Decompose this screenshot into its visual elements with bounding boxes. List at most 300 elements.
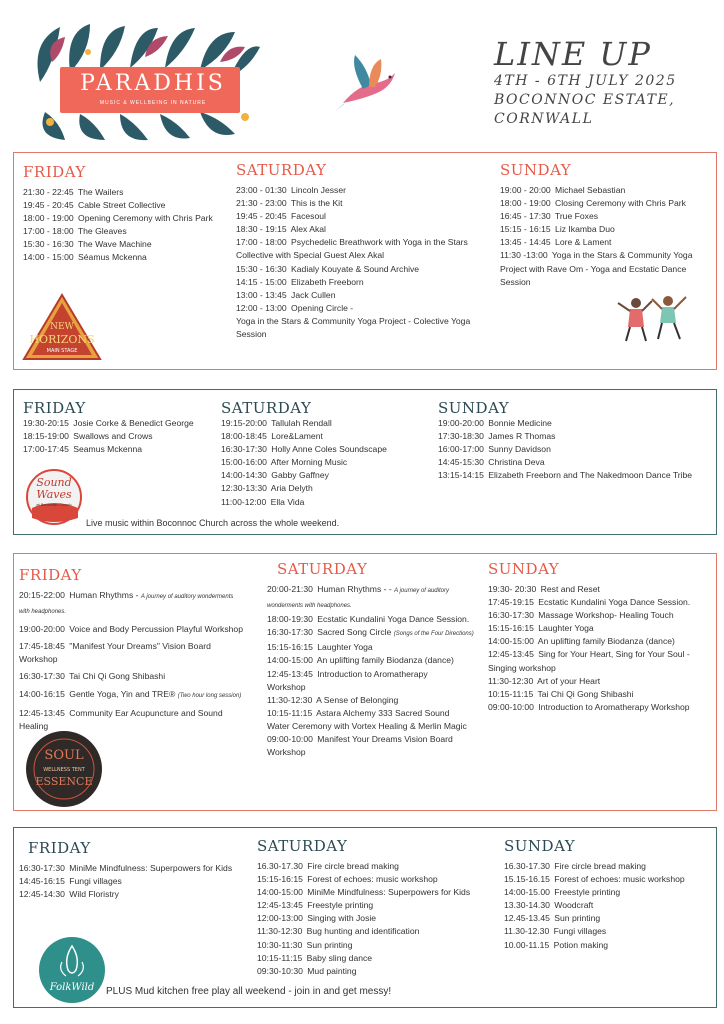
time-slot: 17:00-17:45	[23, 444, 69, 455]
venue-line-1: BOCONNOC ESTATE,	[494, 92, 676, 108]
time-slot: 12:00-13:00	[257, 913, 303, 924]
schedule-row	[488, 675, 716, 688]
act-note: wonderments with headphones.	[267, 603, 352, 610]
schedule-row	[267, 583, 492, 598]
time-slot: 15:15 - 16:15	[500, 224, 551, 235]
time-slot: 14:00-14:30	[221, 470, 267, 481]
schedule-row	[221, 417, 421, 430]
act-name: Lore & Lament	[555, 237, 612, 248]
act-name: Community Ear Acupuncture and Sound	[69, 707, 223, 718]
act-name: Swallows and Crows	[73, 431, 153, 442]
schedule-row	[19, 862, 259, 875]
time-slot: 15:15-16:15	[267, 642, 313, 653]
time-slot: 16:30-17:30	[221, 444, 267, 455]
schedule-row	[500, 236, 712, 249]
badge-line-2: Waves	[36, 488, 72, 501]
schedule-row	[488, 622, 716, 635]
time-slot: 19:30- 20:30	[488, 584, 537, 594]
logo-name: PARADHIS	[80, 71, 226, 96]
new-horizons-badge	[22, 293, 102, 363]
time-slot: 14:45-15:30	[438, 457, 484, 468]
act-name: Forest of echoes: music workshop	[307, 874, 438, 885]
act-name: James R Thomas	[488, 431, 556, 442]
schedule-list	[23, 417, 223, 456]
schedule-row	[236, 315, 496, 328]
act-name: Introduction to Aromatherapy	[317, 668, 428, 679]
schedule-row	[236, 197, 496, 210]
schedule-row	[19, 640, 264, 653]
act-name: Holly Anne Coles Soundscape	[271, 444, 387, 455]
time-slot: 18:00 - 19:00	[23, 213, 74, 224]
day-heading: SATURDAY	[257, 837, 348, 855]
act-name: An uplifting family Biodanza (dance)	[316, 655, 454, 666]
time-slot: 16:30-17:30	[19, 863, 65, 873]
act-name: Tai Chi Qi Gong Shibashi	[537, 688, 634, 699]
time-slot: 11:00-12:00	[221, 496, 267, 507]
schedule-list	[504, 860, 714, 952]
time-slot: 19:30-20:15	[23, 418, 69, 428]
act-note: (Songs of the Four Directions)	[393, 631, 474, 638]
schedule-row	[500, 263, 712, 276]
act-name: Massage Workshop- Healing Touch	[538, 610, 674, 621]
schedule-row	[257, 925, 497, 938]
act-name: Session	[236, 329, 267, 340]
lineup-header	[494, 36, 719, 129]
time-slot: 17:30-18:30	[438, 431, 484, 442]
act-name: Christina Deva	[488, 457, 545, 468]
act-name: Water Ceremony with Vortex Healing & Merlin Magic	[267, 720, 467, 731]
schedule-row	[19, 707, 264, 720]
schedule-row	[267, 668, 492, 681]
act-name: Ecstatic Kundalini Yoga Dance Session.	[538, 597, 691, 608]
folkwild-sunday	[504, 837, 714, 952]
time-slot: 15.15-16.15	[504, 874, 550, 885]
schedule-row	[488, 635, 716, 648]
time-slot: 16.30-17.30	[504, 861, 550, 871]
schedule-row	[500, 223, 712, 236]
time-slot: 18:15-19:00	[23, 431, 69, 442]
schedule-list	[257, 860, 497, 978]
act-name: Baby sling dance	[306, 952, 373, 963]
schedule-row	[267, 707, 492, 720]
schedule-list	[19, 862, 259, 901]
act-name: Human Rhythms -	[69, 590, 139, 600]
act-name: Manifest Your Dreams Vision Board	[317, 734, 453, 745]
time-slot: 17:00 - 18:00	[23, 226, 74, 237]
schedule-row	[500, 210, 712, 223]
time-slot: 14:00-15.00	[504, 887, 550, 898]
schedule-row	[488, 596, 716, 609]
act-name: MiniMe Mindfulness: Superpowers for Kids	[307, 887, 471, 898]
schedule-row	[23, 212, 228, 225]
act-name: Sing for Your Heart, Sing for Your Soul -	[538, 649, 690, 660]
main-stage-sunday	[500, 161, 712, 289]
schedule-row	[438, 469, 713, 482]
time-slot: 20:00-21:30	[267, 584, 313, 594]
schedule-row	[500, 276, 712, 289]
schedule-row	[488, 701, 716, 714]
bird-icon	[333, 55, 401, 115]
schedule-row	[236, 249, 496, 262]
badge-line-1: SOUL	[44, 748, 84, 763]
act-name: Sunny Davidson	[488, 444, 551, 455]
time-slot: 12:00 - 13:00	[236, 302, 287, 313]
day-heading: SATURDAY	[221, 399, 312, 417]
schedule-row	[23, 417, 223, 430]
schedule-row	[236, 276, 496, 289]
schedule-list	[19, 589, 264, 733]
act-name: Gabby Gaffney	[271, 470, 329, 481]
schedule-row	[23, 238, 228, 251]
schedule-list	[500, 184, 712, 289]
schedule-row	[257, 873, 497, 886]
time-slot: 14:15 - 15:00	[236, 276, 287, 287]
act-name: The Gleaves	[77, 226, 127, 237]
schedule-row	[19, 688, 264, 703]
schedule-row	[236, 302, 496, 315]
act-name: Elizabeth Freeborn and The Nakedmoon Dance Tribe	[488, 470, 693, 481]
time-slot: 21:30 - 23:00	[236, 198, 287, 209]
act-name: Séamus Mckenna	[78, 252, 147, 263]
act-name: Art of your Heart	[537, 675, 601, 686]
act-name: Fungi villages	[553, 926, 607, 937]
act-name: Laughter Yoga	[538, 623, 594, 634]
act-name: Forest of echoes: music workshop	[554, 874, 685, 885]
schedule-row	[23, 443, 223, 456]
sound-waves-friday	[23, 399, 223, 456]
time-slot: 20:15-22:00	[19, 590, 65, 600]
time-slot: 19:15-20:00	[221, 418, 267, 428]
schedule-row	[23, 225, 228, 238]
schedule-row	[257, 952, 497, 965]
time-slot: 19:00-20:00	[438, 418, 484, 428]
time-slot: 13:15-14:15	[438, 470, 484, 481]
schedule-row	[19, 670, 264, 683]
schedule-row	[221, 469, 421, 482]
time-slot: 16:45 - 17:30	[500, 211, 551, 222]
act-note: A journey of auditory wonderments	[140, 594, 234, 600]
act-name: Healing	[19, 720, 49, 731]
schedule-row	[19, 589, 264, 604]
schedule-row	[221, 496, 421, 509]
badge-line-2: HORIZONS	[29, 333, 95, 346]
act-name: Singing with Josie	[307, 913, 377, 924]
act-name: Fungi villages	[69, 876, 122, 887]
act-name: Opening Circle -	[291, 302, 354, 313]
schedule-row	[19, 604, 264, 619]
act-name: Closing Ceremony with Chris Park	[555, 198, 686, 209]
schedule-row	[236, 184, 496, 197]
wellness-saturday	[267, 560, 492, 759]
schedule-row	[488, 583, 716, 596]
time-slot: 15:15-16:15	[488, 623, 534, 634]
time-slot: 15:15-16:15	[257, 874, 303, 885]
badge-line-1: Sound	[36, 476, 72, 489]
schedule-row	[267, 626, 492, 641]
day-heading: FRIDAY	[19, 566, 82, 584]
schedule-row	[19, 875, 259, 888]
time-slot: 16.30-17.30	[257, 861, 303, 871]
act-name: Freestyle printing	[307, 900, 374, 911]
act-name: Potion making	[553, 939, 609, 950]
main-stage-friday	[23, 163, 228, 265]
act-name: Facesoul	[291, 211, 326, 222]
act-name: Tai Chi Qi Gong Shibashi	[69, 671, 166, 682]
day-heading: SATURDAY	[236, 161, 327, 179]
time-slot: 12:45-13:45	[267, 668, 313, 679]
time-slot: 15:30 - 16:30	[236, 263, 287, 274]
time-slot: 09:30-10:30	[257, 965, 303, 976]
act-name: Opening Ceremony with Chris Park	[78, 213, 213, 224]
time-slot: 10:15-11:15	[257, 952, 303, 963]
sound-waves-section	[13, 389, 717, 535]
schedule-row	[438, 456, 713, 469]
act-name: Seamus Mckenna	[73, 444, 143, 455]
schedule-row	[267, 694, 492, 707]
time-slot: 11.30-12.30	[504, 926, 550, 937]
schedule-list	[236, 184, 496, 341]
act-name: Lore&Lament	[271, 431, 323, 442]
logo-tagline: MUSIC & WELLBEING IN NATURE	[99, 100, 207, 106]
time-slot: 15:30 - 16:30	[23, 239, 74, 250]
time-slot: 15:00-16:00	[221, 457, 267, 468]
act-name: Fire circle bread making	[307, 861, 399, 871]
time-slot: 17:45-19:15	[488, 597, 534, 608]
schedule-row	[236, 210, 496, 223]
time-slot: 12.45-13.45	[504, 913, 550, 924]
sound-waves-badge	[24, 468, 86, 526]
schedule-row	[236, 289, 496, 302]
act-name: Sacred Song Circle	[317, 627, 392, 638]
schedule-row	[23, 186, 228, 199]
act-name: Alex Akal	[290, 224, 326, 235]
schedule-list	[221, 417, 421, 509]
festival-dates: 4TH - 6TH JULY 2025	[494, 73, 677, 89]
act-name: Workshop	[19, 654, 58, 665]
schedule-row	[267, 681, 492, 694]
time-slot: 16:30-17:30	[267, 627, 313, 638]
day-heading: SUNDAY	[500, 161, 572, 179]
day-heading: SUNDAY	[488, 560, 560, 578]
act-name: Yoga in the Stars & Community Yoga Project - Colective Yoga	[236, 315, 471, 326]
main-stage-saturday	[236, 161, 496, 341]
badge-line-3: MAIN STAGE	[46, 348, 78, 354]
schedule-row	[236, 223, 496, 236]
schedule-row	[23, 199, 228, 212]
act-name: Rest and Reset	[540, 584, 600, 594]
day-heading: FRIDAY	[28, 839, 91, 857]
sound-waves-footnote: Live music within Boconnoc Church across the whole weekend.	[86, 518, 340, 528]
schedule-row	[267, 654, 492, 667]
schedule-row	[221, 456, 421, 469]
time-slot: 16:30-17:30	[488, 610, 534, 621]
act-name: True Foxes	[554, 211, 599, 222]
schedule-row	[257, 939, 497, 952]
act-name: A Sense of Belonging	[316, 694, 399, 705]
act-name: "Manifest Your Dreams" Vision Board	[69, 641, 211, 652]
schedule-row	[221, 443, 421, 456]
time-slot: 14:00-15:00	[267, 655, 313, 666]
act-name: Ecstatic Kundalini Yoga Dance Session.	[317, 614, 470, 625]
schedule-row	[504, 873, 714, 886]
act-name: Laughter Yoga	[317, 642, 373, 653]
time-slot: 21:30 - 22:45	[23, 187, 74, 197]
venue-line-2: CORNWALL	[494, 111, 594, 127]
time-slot: 19:45 - 20:45	[236, 211, 287, 222]
schedule-row	[221, 430, 421, 443]
act-name: The Wailers	[77, 187, 124, 197]
wellness-friday	[19, 566, 264, 733]
schedule-row	[19, 888, 259, 901]
time-slot: 13:00 - 13:45	[236, 289, 287, 300]
folkwild-badge	[38, 936, 106, 1004]
act-name: Yoga in the Stars & Community Yoga	[551, 250, 693, 261]
badge-line-2: WELLNESS TENT	[43, 767, 85, 773]
act-name: Workshop	[267, 681, 306, 692]
schedule-row	[257, 912, 497, 925]
schedule-list	[23, 186, 228, 265]
lineup-title: LINE UP	[494, 35, 652, 73]
schedule-row	[19, 653, 264, 666]
day-heading: SUNDAY	[438, 399, 510, 417]
folkwild-saturday	[257, 837, 497, 978]
time-slot: 12:30-13:30	[221, 483, 267, 494]
schedule-row	[19, 623, 264, 636]
act-name: The Wave Machine	[77, 239, 152, 250]
schedule-row	[488, 609, 716, 622]
act-name: After Morning Music	[270, 457, 348, 468]
time-slot: 12:45-14:30	[19, 889, 65, 900]
act-name: Woodcraft	[554, 900, 594, 911]
sound-waves-sunday	[438, 399, 713, 482]
schedule-row	[504, 925, 714, 938]
schedule-list	[488, 583, 716, 714]
time-slot: 17:45-18:45	[19, 641, 65, 652]
time-slot: 11:30-12:30	[488, 675, 534, 686]
time-slot: 14:00-16:15	[19, 688, 65, 699]
act-name: Kadialy Kouyate & Sound Archive	[291, 263, 420, 274]
time-slot: 10:30-11:30	[257, 939, 303, 950]
badge-line-1: NEW	[50, 322, 74, 332]
act-name: Cable Street Collective	[78, 200, 166, 211]
schedule-row	[257, 886, 497, 899]
act-name: Wild Floristry	[69, 889, 119, 900]
schedule-row	[257, 965, 497, 978]
day-heading: SATURDAY	[277, 560, 368, 578]
act-name: Elizabeth Freeborn	[291, 276, 364, 287]
dancers-illustration-icon	[612, 293, 692, 343]
schedule-row	[267, 720, 492, 733]
schedule-row	[504, 860, 714, 873]
time-slot: 11:30-12:30	[257, 926, 303, 937]
schedule-row	[221, 482, 421, 495]
time-slot: 10.00-11.15	[504, 939, 550, 950]
schedule-row	[504, 886, 714, 899]
main-stage-section	[13, 152, 717, 370]
schedule-row	[267, 613, 492, 626]
schedule-row	[438, 417, 713, 430]
time-slot: 11:30-12:30	[267, 694, 313, 705]
time-slot: 18:00-18:45	[221, 431, 267, 442]
schedule-row	[236, 236, 496, 249]
act-name: MiniMe Mindfulness: Superpowers for Kids	[69, 863, 233, 873]
schedule-row	[23, 251, 228, 264]
schedule-row	[257, 899, 497, 912]
act-name: Fire circle bread making	[554, 861, 646, 871]
schedule-row	[267, 641, 492, 654]
act-name: Singing workshop	[488, 662, 556, 673]
day-heading: SUNDAY	[504, 837, 576, 855]
schedule-list	[438, 417, 713, 482]
act-name: Introduction to Aromatherapy Workshop	[538, 701, 690, 712]
act-name: Astara Alchemy 333 Sacred Sound	[316, 707, 450, 718]
time-slot: 09:00-10:00	[488, 701, 534, 712]
time-slot: 19:45 - 20:45	[23, 200, 74, 211]
schedule-row	[488, 648, 716, 661]
time-slot: 18:00 - 19:00	[500, 198, 551, 209]
act-note: (Two hour long session)	[177, 692, 242, 699]
act-name: Bug hunting and identification	[306, 926, 420, 937]
time-slot: 23:00 - 01:30	[236, 185, 287, 195]
folkwild-friday	[19, 839, 259, 901]
time-slot: 14:00 - 15:00	[23, 252, 74, 263]
act-name: An uplifting family Biodanza (dance)	[537, 636, 675, 647]
schedule-row	[504, 899, 714, 912]
day-heading: FRIDAY	[23, 163, 86, 181]
schedule-row	[438, 430, 713, 443]
schedule-row	[438, 443, 713, 456]
act-name: Psychedelic Breathwork with Yoga in the Stars	[291, 237, 468, 248]
time-slot: 19:00-20:00	[19, 624, 65, 635]
act-name: Freestyle printing	[554, 887, 621, 898]
act-name: Ella Vida	[270, 496, 305, 507]
folkwild-section	[13, 827, 717, 1008]
act-name: Sun printing	[306, 939, 353, 950]
time-slot: 19:00 - 20:00	[500, 185, 551, 195]
schedule-row	[504, 939, 714, 952]
time-slot: 17:00 - 18:00	[236, 237, 287, 248]
schedule-row	[488, 662, 716, 675]
act-name: Mud painting	[307, 965, 357, 976]
time-slot: 14:00-15:00	[488, 636, 534, 647]
time-slot: 16:30-17:30	[19, 671, 65, 682]
sound-waves-saturday	[221, 399, 421, 509]
act-note: with headphones.	[19, 609, 67, 616]
act-name: Michael Sebastian	[555, 185, 626, 195]
time-slot: 13.30-14.30	[504, 900, 550, 911]
act-name: Tallulah Rendall	[271, 418, 332, 428]
time-slot: 18:30 - 19:15	[236, 224, 287, 235]
act-note: A journey of auditory	[394, 588, 449, 594]
time-slot: 14:00-15:00	[257, 887, 303, 898]
act-name: Gentle Yoga, Yin and TRE®	[69, 688, 176, 699]
time-slot: 18:00-19:30	[267, 614, 313, 625]
schedule-row	[500, 184, 712, 197]
wellness-sunday	[488, 560, 716, 714]
act-name: Aria Delyth	[270, 483, 313, 494]
badge-line-3: ESSENCE	[35, 775, 93, 788]
act-name: Human Rhythms - -	[317, 584, 392, 594]
wellness-tent-section	[13, 553, 717, 811]
schedule-row	[257, 860, 497, 873]
act-name: Lincoln Jesser	[291, 185, 346, 195]
badge-line-3: at Boconnoc Church	[36, 503, 72, 507]
schedule-row	[267, 746, 492, 759]
act-name: Workshop	[267, 747, 306, 758]
schedule-row	[504, 912, 714, 925]
time-slot: 10:15-11:15	[488, 688, 534, 699]
schedule-row	[267, 733, 492, 746]
